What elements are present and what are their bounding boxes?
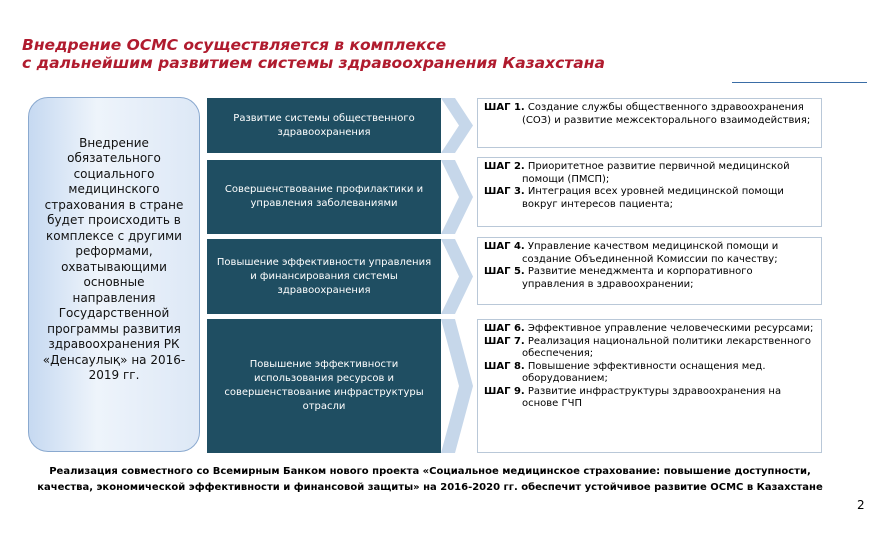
steps-box-2 [477, 157, 822, 227]
reform-summary-text: Внедрение обязательного социального медицинского страхования в стране будет происходить в комплексе с другими реформами, охватывающими основные направления Государственной программы развития здравоохранения РК «Денсаулық» на 2016-2019 гг. [42, 135, 186, 382]
direction-box-4 [207, 319, 441, 453]
steps-box-4 [477, 319, 822, 453]
slide-title-line-2: с дальнейшим развитием системы здравоохранения Казахстана [22, 54, 605, 72]
step-label: ШАГ 9. [484, 385, 525, 397]
step-item [484, 241, 815, 266]
step-label: ШАГ 2. [484, 161, 525, 172]
direction-label-3: Повышение эффективности управления и финансирования системы здравоохранения [216, 256, 432, 296]
slide-title-line-1: Внедрение ОСМС осуществляется в комплексе [22, 36, 447, 54]
step-label: ШАГ 4. [484, 241, 525, 252]
step-text: Управление качеством медицинской помощи и создание Объединенной Комиссии по качеству; [522, 241, 779, 265]
step-text: Реализация национальной политики лекарственного обеспечения; [522, 335, 811, 359]
footer-note: Реализация совместного со Всемирным Банком нового проекта «Социальное медицинское страхование: повышение доступности, качества, экономической эффективности и финансовой защиты» на 2016-2020 гг. обеспечит устойчивое развитие ОСМС в Казахстане [37, 466, 823, 493]
step-label: ШАГ 6. [484, 323, 525, 334]
chevron-right-icon [441, 98, 473, 153]
step-item [484, 386, 815, 411]
step-label: ШАГ 7. [484, 335, 525, 347]
direction-label-1: Развитие системы общественного здравоохранения [233, 112, 415, 138]
step-item [484, 266, 815, 291]
step-item [484, 323, 815, 336]
step-label: ШАГ 1. [484, 102, 525, 113]
chevron-right-icon [441, 160, 473, 234]
steps-box-3 [477, 237, 822, 305]
step-item [484, 186, 815, 211]
step-label: ШАГ 8. [484, 360, 525, 372]
step-text: Эффективное управление человеческими ресурсами; [527, 323, 814, 334]
steps-box-1 [477, 98, 822, 148]
step-item [484, 102, 815, 127]
direction-box-1 [207, 98, 441, 153]
step-item [484, 161, 815, 186]
direction-box-2 [207, 160, 441, 234]
chevron-right-icon [441, 319, 473, 453]
title-divider [732, 82, 867, 83]
step-label: ШАГ 5. [484, 266, 525, 277]
chevron-right-icon [441, 239, 473, 314]
slide-title [22, 36, 742, 72]
direction-box-3 [207, 239, 441, 314]
step-item [484, 336, 815, 361]
direction-label-4: Повышение эффективности использования ресурсов и совершенствование инфраструктуры отрасли [224, 359, 424, 412]
reform-summary-box [28, 97, 200, 452]
page-number: 2 [857, 498, 865, 512]
step-text: Приоритетное развитие первичной медицинской помощи (ПМСП); [522, 161, 790, 185]
step-text: Развитие инфраструктуры здравоохранения на основе ГЧП [522, 385, 782, 409]
step-label: ШАГ 3. [484, 186, 525, 197]
direction-label-2: Совершенствование профилактики и управления заболеваниями [224, 184, 424, 209]
step-text: Создание службы общественного здравоохранения (СОЗ) и развитие межсекторального взаимодействия; [522, 102, 811, 126]
step-item [484, 361, 815, 386]
step-text: Повышение эффективности оснащения мед. оборудованием; [522, 360, 766, 384]
step-text: Интеграция всех уровней медицинской помощи вокруг интересов пациента; [522, 186, 784, 210]
step-text: Развитие менеджмента и корпоративного управления в здравоохранении; [522, 266, 753, 290]
